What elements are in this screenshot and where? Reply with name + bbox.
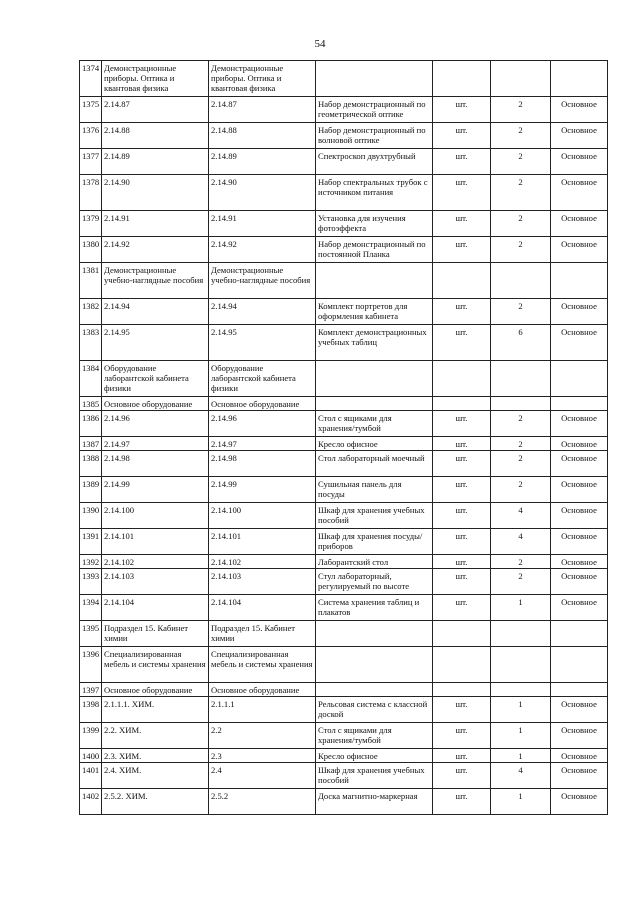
row-number: 1379 <box>80 211 102 237</box>
category-cell <box>551 397 608 411</box>
table-row <box>80 569 608 595</box>
unit-cell: шт. <box>433 555 491 569</box>
code-cell: 2.5.2. ХИМ. <box>102 789 209 815</box>
section-code-cell: Демонстрационные приборы. Оптика и квантовая физика <box>209 61 316 97</box>
section-code-cell: 2.14.94 <box>209 299 316 325</box>
item-name-cell: Комплект портретов для оформления кабинета <box>316 299 433 325</box>
code-cell: 2.3. ХИМ. <box>102 749 209 763</box>
quantity-cell <box>491 263 551 299</box>
table-row <box>80 361 608 397</box>
item-name-cell: Шкаф для хранения посуды/приборов <box>316 529 433 555</box>
item-name-cell <box>316 647 433 683</box>
quantity-cell: 1 <box>491 723 551 749</box>
quantity-cell: 2 <box>491 569 551 595</box>
item-name-cell: Спектроскоп двухтрубный <box>316 149 433 175</box>
item-name-cell: Набор демонстрационный по постоянной Планка <box>316 237 433 263</box>
row-number: 1378 <box>80 175 102 211</box>
item-name-cell: Кресло офисное <box>316 437 433 451</box>
category-cell: Основное <box>551 723 608 749</box>
table-row <box>80 61 608 97</box>
item-name-cell: Стол с ящиками для хранения/тумбой <box>316 411 433 437</box>
unit-cell: шт. <box>433 569 491 595</box>
unit-cell <box>433 621 491 647</box>
item-name-cell: Сушильная панель для посуды <box>316 477 433 503</box>
code-cell: 2.14.88 <box>102 123 209 149</box>
section-code-cell: 2.14.102 <box>209 555 316 569</box>
quantity-cell: 4 <box>491 503 551 529</box>
category-cell: Основное <box>551 555 608 569</box>
category-cell <box>551 263 608 299</box>
quantity-cell: 2 <box>491 437 551 451</box>
quantity-cell: 2 <box>491 149 551 175</box>
section-code-cell: 2.14.92 <box>209 237 316 263</box>
section-code-cell: 2.4 <box>209 763 316 789</box>
row-number: 1386 <box>80 411 102 437</box>
row-number: 1394 <box>80 595 102 621</box>
table-row <box>80 723 608 749</box>
category-cell: Основное <box>551 529 608 555</box>
section-code-cell: 2.3 <box>209 749 316 763</box>
category-cell: Основное <box>551 175 608 211</box>
code-cell: 2.14.102 <box>102 555 209 569</box>
unit-cell: шт. <box>433 723 491 749</box>
row-number: 1401 <box>80 763 102 789</box>
unit-cell: шт. <box>433 503 491 529</box>
quantity-cell: 1 <box>491 789 551 815</box>
table-row <box>80 749 608 763</box>
quantity-cell: 4 <box>491 763 551 789</box>
category-cell: Основное <box>551 697 608 723</box>
section-code-cell: 2.14.96 <box>209 411 316 437</box>
unit-cell <box>433 263 491 299</box>
table-row <box>80 763 608 789</box>
row-number: 1381 <box>80 263 102 299</box>
quantity-cell <box>491 647 551 683</box>
row-number: 1376 <box>80 123 102 149</box>
quantity-cell: 2 <box>491 477 551 503</box>
section-code-cell: 2.14.88 <box>209 123 316 149</box>
section-code-cell: 2.14.99 <box>209 477 316 503</box>
section-code-cell: 2.14.104 <box>209 595 316 621</box>
unit-cell: шт. <box>433 175 491 211</box>
row-number: 1397 <box>80 683 102 697</box>
quantity-cell: 2 <box>491 123 551 149</box>
item-name-cell <box>316 683 433 697</box>
quantity-cell <box>491 683 551 697</box>
quantity-cell <box>491 361 551 397</box>
code-cell: 2.2. ХИМ. <box>102 723 209 749</box>
unit-cell: шт. <box>433 149 491 175</box>
row-number: 1385 <box>80 397 102 411</box>
unit-cell: шт. <box>433 97 491 123</box>
quantity-cell: 1 <box>491 697 551 723</box>
category-cell <box>551 361 608 397</box>
unit-cell: шт. <box>433 697 491 723</box>
table-row <box>80 123 608 149</box>
category-cell: Основное <box>551 123 608 149</box>
section-code-cell: 2.14.90 <box>209 175 316 211</box>
unit-cell: шт. <box>433 211 491 237</box>
row-number: 1389 <box>80 477 102 503</box>
code-cell: 2.14.90 <box>102 175 209 211</box>
table-row <box>80 237 608 263</box>
unit-cell: шт. <box>433 299 491 325</box>
quantity-cell: 2 <box>491 451 551 477</box>
row-number: 1395 <box>80 621 102 647</box>
code-cell: 2.14.104 <box>102 595 209 621</box>
category-cell <box>551 647 608 683</box>
code-cell: 2.14.99 <box>102 477 209 503</box>
section-code-cell: 2.2 <box>209 723 316 749</box>
row-number: 1375 <box>80 97 102 123</box>
table-row <box>80 299 608 325</box>
section-code-cell: Основное оборудование <box>209 683 316 697</box>
category-cell: Основное <box>551 237 608 263</box>
table-row <box>80 697 608 723</box>
item-name-cell <box>316 361 433 397</box>
table-row <box>80 451 608 477</box>
unit-cell: шт. <box>433 451 491 477</box>
unit-cell: шт. <box>433 325 491 361</box>
code-cell: 2.1.1.1. ХИМ. <box>102 697 209 723</box>
table-row <box>80 555 608 569</box>
code-cell: 2.14.100 <box>102 503 209 529</box>
unit-cell: шт. <box>433 789 491 815</box>
table-row <box>80 149 608 175</box>
table-row <box>80 503 608 529</box>
quantity-cell: 2 <box>491 211 551 237</box>
code-cell: Подраздел 15. Кабинет химии <box>102 621 209 647</box>
unit-cell: шт. <box>433 477 491 503</box>
unit-cell: шт. <box>433 763 491 789</box>
item-name-cell <box>316 621 433 647</box>
quantity-cell: 1 <box>491 749 551 763</box>
item-name-cell: Набор демонстрационный по волновой оптике <box>316 123 433 149</box>
row-number: 1400 <box>80 749 102 763</box>
table-row <box>80 211 608 237</box>
item-name-cell: Шкаф для хранения учебных пособий <box>316 763 433 789</box>
row-number: 1393 <box>80 569 102 595</box>
section-code-cell: 2.5.2 <box>209 789 316 815</box>
item-name-cell: Система хранения таблиц и плакатов <box>316 595 433 621</box>
table-row <box>80 595 608 621</box>
code-cell: Основное оборудование <box>102 683 209 697</box>
quantity-cell: 2 <box>491 299 551 325</box>
category-cell: Основное <box>551 97 608 123</box>
row-number: 1377 <box>80 149 102 175</box>
page-number: 54 <box>314 38 326 50</box>
category-cell: Основное <box>551 749 608 763</box>
category-cell: Основное <box>551 477 608 503</box>
item-name-cell: Лаборантский стол <box>316 555 433 569</box>
section-code-cell: 2.1.1.1 <box>209 697 316 723</box>
category-cell <box>551 683 608 697</box>
quantity-cell: 4 <box>491 529 551 555</box>
row-number: 1399 <box>80 723 102 749</box>
item-name-cell <box>316 397 433 411</box>
row-number: 1388 <box>80 451 102 477</box>
section-code-cell: Оборудование лаборантской кабинета физики <box>209 361 316 397</box>
code-cell: 2.14.91 <box>102 211 209 237</box>
item-name-cell <box>316 61 433 97</box>
category-cell: Основное <box>551 299 608 325</box>
category-cell: Основное <box>551 789 608 815</box>
code-cell: Демонстрационные учебно-наглядные пособия <box>102 263 209 299</box>
unit-cell: шт. <box>433 749 491 763</box>
item-name-cell: Комплект демонстрационных учебных таблиц <box>316 325 433 361</box>
item-name-cell: Рельсовая система с классной доской <box>316 697 433 723</box>
section-code-cell: 2.14.91 <box>209 211 316 237</box>
unit-cell: шт. <box>433 529 491 555</box>
code-cell: 2.14.92 <box>102 237 209 263</box>
unit-cell <box>433 683 491 697</box>
category-cell <box>551 621 608 647</box>
section-code-cell: 2.14.89 <box>209 149 316 175</box>
code-cell: 2.14.103 <box>102 569 209 595</box>
code-cell: 2.14.95 <box>102 325 209 361</box>
code-cell: 2.14.87 <box>102 97 209 123</box>
section-code-cell: 2.14.103 <box>209 569 316 595</box>
item-name-cell: Установка для изучения фотоэффекта <box>316 211 433 237</box>
equipment-table <box>79 60 608 815</box>
section-code-cell: Специализированная мебель и системы хранения <box>209 647 316 683</box>
row-number: 1382 <box>80 299 102 325</box>
table-row <box>80 411 608 437</box>
item-name-cell: Стол лабораторный моечный <box>316 451 433 477</box>
section-code-cell: 2.14.98 <box>209 451 316 477</box>
unit-cell: шт. <box>433 123 491 149</box>
quantity-cell: 2 <box>491 555 551 569</box>
category-cell: Основное <box>551 503 608 529</box>
code-cell: Специализированная мебель и системы хранения <box>102 647 209 683</box>
section-code-cell: 2.14.100 <box>209 503 316 529</box>
quantity-cell: 2 <box>491 237 551 263</box>
category-cell: Основное <box>551 325 608 361</box>
quantity-cell: 2 <box>491 97 551 123</box>
quantity-cell: 1 <box>491 595 551 621</box>
quantity-cell <box>491 397 551 411</box>
row-number: 1384 <box>80 361 102 397</box>
quantity-cell: 6 <box>491 325 551 361</box>
item-name-cell: Доска магнитно-маркерная <box>316 789 433 815</box>
table-row <box>80 175 608 211</box>
unit-cell: шт. <box>433 437 491 451</box>
section-code-cell: Демонстрационные учебно-наглядные пособия <box>209 263 316 299</box>
item-name-cell: Набор спектральных трубок с источником питания <box>316 175 433 211</box>
category-cell: Основное <box>551 569 608 595</box>
category-cell <box>551 61 608 97</box>
table-row <box>80 325 608 361</box>
row-number: 1402 <box>80 789 102 815</box>
code-cell: Демонстрационные приборы. Оптика и квантовая физика <box>102 61 209 97</box>
unit-cell <box>433 61 491 97</box>
code-cell: 2.14.94 <box>102 299 209 325</box>
code-cell: 2.14.97 <box>102 437 209 451</box>
row-number: 1380 <box>80 237 102 263</box>
code-cell: Основное оборудование <box>102 397 209 411</box>
table-row <box>80 529 608 555</box>
item-name-cell: Шкаф для хранения учебных пособий <box>316 503 433 529</box>
code-cell: Оборудование лаборантской кабинета физики <box>102 361 209 397</box>
table-row <box>80 437 608 451</box>
category-cell: Основное <box>551 149 608 175</box>
unit-cell: шт. <box>433 237 491 263</box>
category-cell: Основное <box>551 411 608 437</box>
row-number: 1396 <box>80 647 102 683</box>
quantity-cell: 2 <box>491 411 551 437</box>
table-row <box>80 263 608 299</box>
table-row <box>80 789 608 815</box>
row-number: 1391 <box>80 529 102 555</box>
category-cell: Основное <box>551 451 608 477</box>
section-code-cell: 2.14.87 <box>209 97 316 123</box>
table-row <box>80 97 608 123</box>
item-name-cell: Кресло офисное <box>316 749 433 763</box>
code-cell: 2.4. ХИМ. <box>102 763 209 789</box>
section-code-cell: 2.14.97 <box>209 437 316 451</box>
row-number: 1387 <box>80 437 102 451</box>
code-cell: 2.14.101 <box>102 529 209 555</box>
unit-cell: шт. <box>433 595 491 621</box>
unit-cell <box>433 361 491 397</box>
category-cell: Основное <box>551 595 608 621</box>
item-name-cell: Стул лабораторный, регулируемый по высоте <box>316 569 433 595</box>
row-number: 1374 <box>80 61 102 97</box>
row-number: 1383 <box>80 325 102 361</box>
category-cell: Основное <box>551 437 608 451</box>
quantity-cell <box>491 621 551 647</box>
quantity-cell: 2 <box>491 175 551 211</box>
row-number: 1390 <box>80 503 102 529</box>
section-code-cell: 2.14.95 <box>209 325 316 361</box>
code-cell: 2.14.98 <box>102 451 209 477</box>
category-cell: Основное <box>551 763 608 789</box>
code-cell: 2.14.89 <box>102 149 209 175</box>
item-name-cell: Стол с ящиками для хранения/тумбой <box>316 723 433 749</box>
unit-cell: шт. <box>433 411 491 437</box>
row-number: 1392 <box>80 555 102 569</box>
section-code-cell: Основное оборудование <box>209 397 316 411</box>
code-cell: 2.14.96 <box>102 411 209 437</box>
unit-cell <box>433 647 491 683</box>
category-cell: Основное <box>551 211 608 237</box>
table-row <box>80 477 608 503</box>
item-name-cell <box>316 263 433 299</box>
section-code-cell: 2.14.101 <box>209 529 316 555</box>
section-code-cell: Подраздел 15. Кабинет химии <box>209 621 316 647</box>
table-row <box>80 647 608 683</box>
row-number: 1398 <box>80 697 102 723</box>
table-row <box>80 621 608 647</box>
table-row <box>80 397 608 411</box>
unit-cell <box>433 397 491 411</box>
quantity-cell <box>491 61 551 97</box>
table-row <box>80 683 608 697</box>
item-name-cell: Набор демонстрационный по геометрической оптике <box>316 97 433 123</box>
